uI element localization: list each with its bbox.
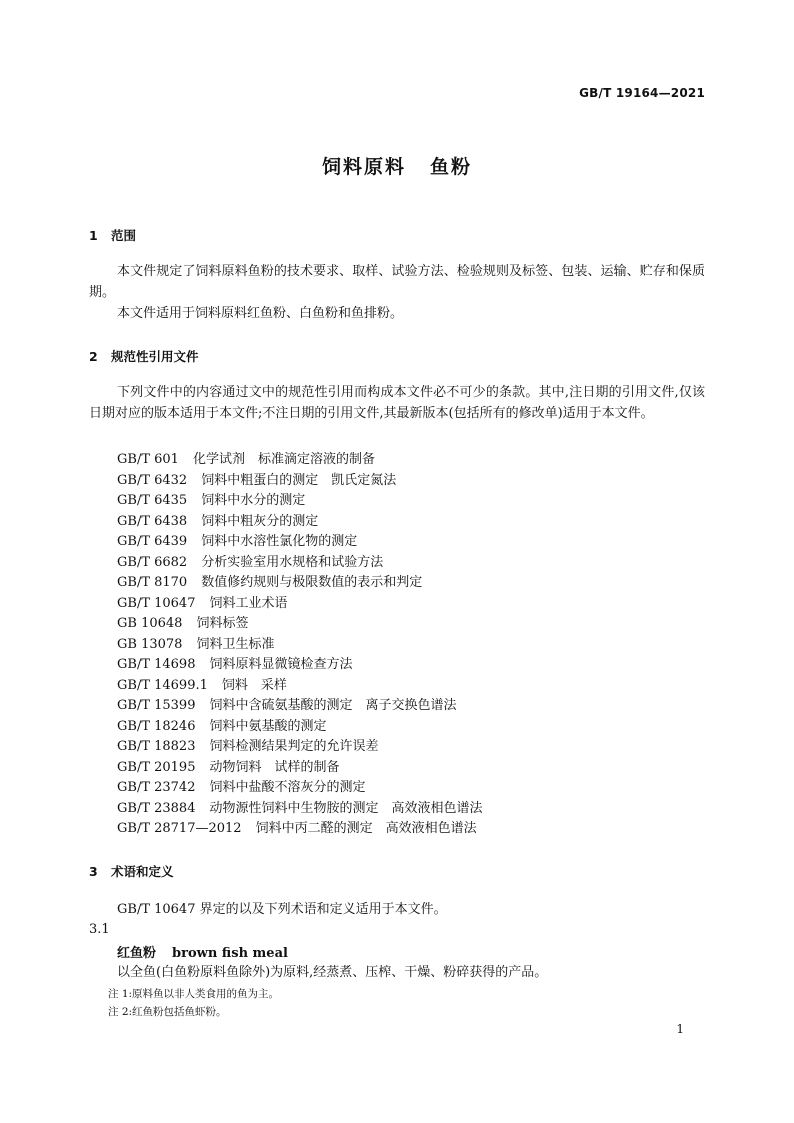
term-note-1: 注 1:原料鱼以非人类食用的鱼为主。 [108, 988, 280, 1000]
document-title [0, 152, 794, 179]
section-title: 术语和定义 [111, 864, 174, 879]
section-1-heading [89, 226, 136, 244]
reference-code: GB/T 6682 [117, 554, 188, 570]
reference-title: 饲料标签 [196, 616, 249, 631]
reference-item [117, 573, 483, 594]
section-3-paragraph-1: GB/T 10647 界定的以及下列术语和定义适用于本文件。 [117, 902, 447, 917]
reference-title: 饲料中含硫氨基酸的测定 离子交换色谱法 [209, 698, 457, 713]
reference-code: GB/T 15399 [117, 698, 196, 713]
reference-code: GB/T 6432 [117, 472, 188, 488]
term-english: brown fish meal [172, 946, 288, 961]
reference-item [117, 635, 483, 656]
term-chinese: 红鱼粉 [117, 946, 157, 961]
reference-code: GB/T 6439 [117, 534, 188, 549]
section-title: 规范性引用文件 [111, 349, 199, 364]
section-3-heading [89, 862, 174, 880]
reference-title: 饲料检测结果判定的允许误差 [209, 739, 379, 754]
title-part-1: 饲料原料 [321, 156, 406, 178]
reference-title: 饲料 采样 [221, 677, 287, 693]
reference-code: GB 10648 [117, 616, 183, 631]
reference-code: GB/T 601 [117, 452, 179, 467]
reference-title: 饲料中水溶性氯化物的测定 [201, 534, 358, 549]
reference-code: GB/T 8170 [117, 575, 188, 590]
reference-item [117, 553, 483, 574]
reference-code: GB/T 23742 [117, 780, 196, 795]
reference-code: GB 13078 [117, 636, 183, 652]
term-note-2: 注 2:红鱼粉包括鱼虾粉。 [108, 1006, 227, 1018]
section-1-paragraph-2: 本文件适用于饲料原料红鱼粉、白鱼粉和鱼排粉。 [117, 306, 404, 321]
reference-item [117, 512, 483, 533]
reference-title: 饲料中水分的测定 [201, 493, 306, 508]
reference-title: 饲料原料显微镜检查方法 [209, 657, 353, 672]
reference-item [117, 594, 483, 615]
reference-code: GB/T 18823 [117, 739, 196, 754]
reference-title: 饲料中氨基酸的测定 [209, 718, 327, 734]
section-2-heading [89, 347, 199, 365]
reference-code: GB/T 6435 [117, 493, 188, 508]
section-number: 1 [89, 228, 98, 243]
reference-code: GB/T 28717—2012 [117, 821, 242, 836]
reference-code: GB/T 18246 [117, 718, 196, 734]
title-part-2: 鱼粉 [430, 156, 473, 178]
section-number: 3 [89, 864, 98, 879]
reference-item [117, 799, 483, 820]
reference-item [117, 471, 483, 492]
standard-code: GB/T 19164—2021 [579, 86, 705, 100]
reference-title: 化学试剂 标准滴定溶液的制备 [192, 452, 375, 467]
reference-item [117, 819, 483, 840]
reference-item [117, 717, 483, 738]
page-number: 1 [676, 1022, 684, 1036]
reference-title: 饲料卫生标准 [196, 636, 275, 652]
reference-item [117, 676, 483, 697]
reference-item [117, 450, 483, 471]
section-number: 2 [89, 349, 98, 364]
reference-item [117, 614, 483, 635]
reference-item [117, 758, 483, 779]
reference-title: 饲料中粗灰分的测定 [201, 513, 319, 529]
reference-title: 饲料中丙二醛的测定 高效液相色谱法 [255, 821, 477, 836]
reference-code: GB/T 14698 [117, 657, 196, 672]
reference-title: 饲料工业术语 [209, 595, 288, 611]
normative-reference-list [117, 450, 483, 840]
reference-code: GB/T 14699.1 [117, 677, 208, 693]
term-heading [117, 942, 288, 961]
reference-code: GB/T 23884 [117, 800, 196, 816]
reference-item [117, 737, 483, 758]
reference-title: 饲料中盐酸不溶灰分的测定 [209, 780, 366, 795]
reference-title: 分析实验室用水规格和试验方法 [201, 554, 384, 570]
reference-title: 数值修约规则与极限数值的表示和判定 [201, 575, 423, 590]
reference-title: 动物饲料 试样的制备 [209, 759, 340, 775]
reference-item [117, 696, 483, 717]
section-2-paragraph-1: 下列文件中的内容通过文中的规范性引用而构成本文件必不可少的条款。其中,注日期的引用文件,仅该日期对应的版本适用于本文件;不注日期的引用文件,其最新版本(包括所有的修改单)适用于本文件。 [89, 385, 705, 421]
reference-title: 饲料中粗蛋白的测定 凯氏定氮法 [201, 472, 397, 488]
section-title: 范围 [111, 228, 137, 243]
section-1-paragraph-1: 本文件规定了饲料原料鱼粉的技术要求、取样、试验方法、检验规则及标签、包装、运输、贮存和保质期。 [89, 264, 705, 300]
reference-code: GB/T 6438 [117, 513, 188, 529]
reference-code: GB/T 20195 [117, 759, 196, 775]
reference-code: GB/T 10647 [117, 595, 196, 611]
reference-item [117, 655, 483, 676]
reference-item [117, 491, 483, 512]
term-number: 3.1 [89, 922, 110, 937]
reference-item [117, 778, 483, 799]
term-definition: 以全鱼(白鱼粉原料鱼除外)为原料,经蒸煮、压榨、干燥、粉碎获得的产品。 [117, 965, 548, 980]
reference-title: 动物源性饲料中生物胺的测定 高效液相色谱法 [209, 800, 483, 816]
reference-item [117, 532, 483, 553]
